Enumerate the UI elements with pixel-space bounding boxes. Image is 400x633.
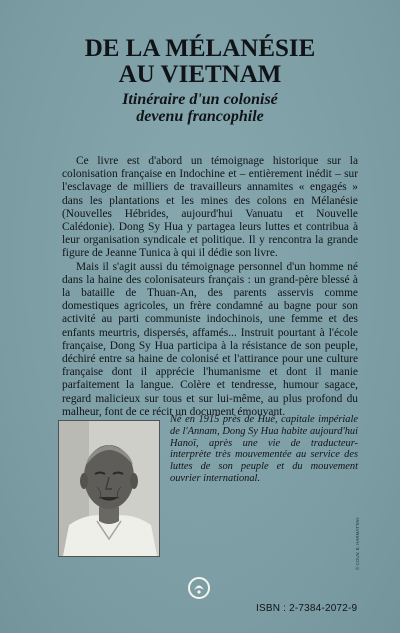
subtitle-line-1: Itinéraire d'un colonisé bbox=[122, 91, 278, 108]
author-bio: Né en 1915 près de Huê, capitale impériale de l'Annam, Dong Sy Hua habite aujourd'hui Hanoï, après une vie de traducteur-interprète très mouvementée au service des luttes de son peuple et du mouvement ouvrier international. bbox=[170, 414, 358, 484]
title-line-2: AU VIETNAM bbox=[118, 61, 282, 88]
publisher-logo-icon bbox=[186, 575, 212, 601]
title-line-1: DE LA MÉLANÉSIE bbox=[84, 35, 316, 62]
blurb bbox=[62, 155, 358, 419]
blurb-paragraph-2: Mais il s'agit aussi du témoignage personnel d'un homme né dans la haine des colonisateurs français : un grand-père blessé à la bataille de Thuan-An, des parents asservis comme domestiques agricoles, un frère condamné au bagne pour son activité au parti communiste indochinois, une femme et des enfants meurtris, dispersés, affamés... Instruit pourtant à l'école française, Dong Sy Hua participa à la résistance de son peuple, déchiré entre sa haine de colonisé et l'attirance pour une culture française dont il apprécie l'humanisme et dont il manie parfaitement la langue. Colère et tendresse, humour sagace, regard malicieux sur tous et sur lui-même, au plus profond du malheur, font de ce récit un document émouvant. bbox=[62, 260, 358, 418]
subtitle-line-2: devenu francophile bbox=[136, 108, 264, 125]
isbn: ISBN : 2-7384-2072-9 bbox=[256, 603, 358, 614]
cover-credit: © COUV. B. HARMATTAN bbox=[355, 517, 360, 570]
author-photo bbox=[58, 420, 160, 557]
blurb-paragraph-1: Ce livre est d'abord un témoignage historique sur la colonisation française en Indochine et – entièrement inédit – sur l'esclavage de milliers de travailleurs annamites « engagés » dans les plantations et les mines des colons en Mélanésie (Nouvelles Hébrides, aujourd'hui Vanuatu et Nouvelle Calédonie). Dong Sy Hua y partagea leurs luttes et contribua à leur organisation syndicale et politique. Il y rencontra la grande figure de Jeanne Tunica à qui il dédie son livre. bbox=[62, 155, 358, 260]
